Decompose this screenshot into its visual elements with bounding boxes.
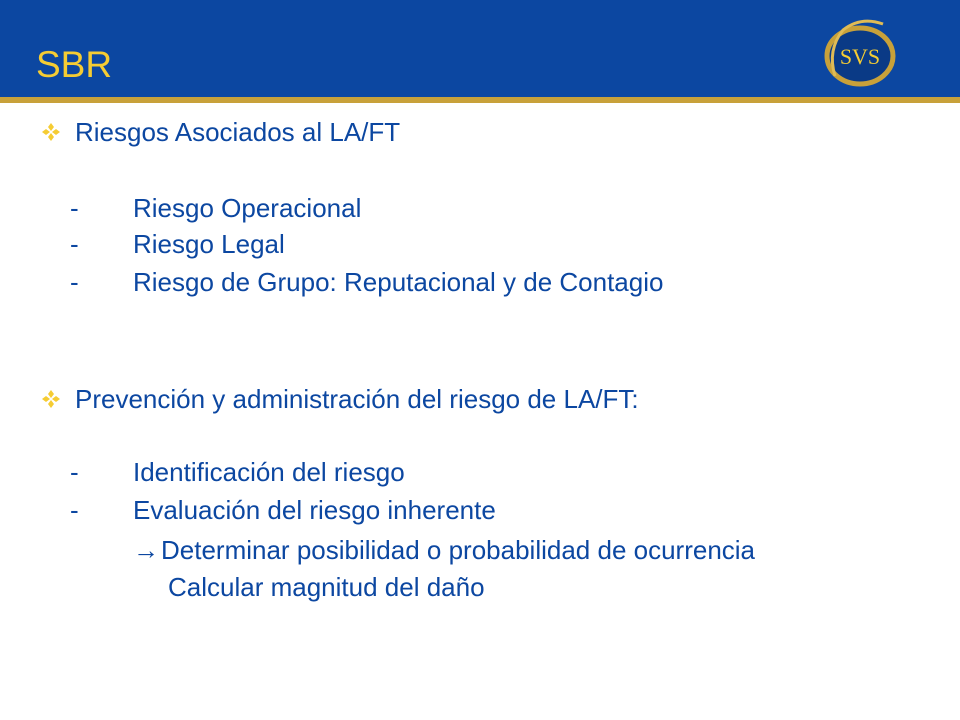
- list-dash: -: [70, 267, 79, 297]
- slide-header: [0, 0, 960, 97]
- list-dash: -: [70, 193, 79, 223]
- slide-title: SBR: [36, 44, 113, 85]
- arrow-icon: →: [133, 535, 159, 565]
- list-item: Riesgo Operacional: [133, 193, 362, 223]
- sub-list-item: Calcular magnitud del daño: [168, 572, 485, 602]
- list-item: Evaluación del riesgo inherente: [133, 495, 496, 525]
- list-item: Identificación del riesgo: [133, 457, 405, 487]
- list-dash: -: [70, 229, 79, 259]
- list-dash: -: [70, 457, 79, 487]
- section1-heading: Riesgos Asociados al LA/FT: [75, 117, 401, 147]
- list-item: Riesgo de Grupo: Reputacional y de Contagio: [133, 267, 664, 297]
- svg-text:SVS: SVS: [839, 44, 881, 69]
- header-divider: [0, 97, 960, 103]
- diamond-bullet-icon: [40, 388, 62, 410]
- diamond-bullet-icon: [40, 121, 62, 143]
- list-item: Riesgo Legal: [133, 229, 285, 259]
- list-dash: -: [70, 495, 79, 525]
- svs-logo: [821, 14, 899, 92]
- sub-list-item: Determinar posibilidad o probabilidad de ocurrencia: [161, 535, 756, 565]
- section2-heading: Prevención y administración del riesgo de LA/FT:: [75, 384, 639, 414]
